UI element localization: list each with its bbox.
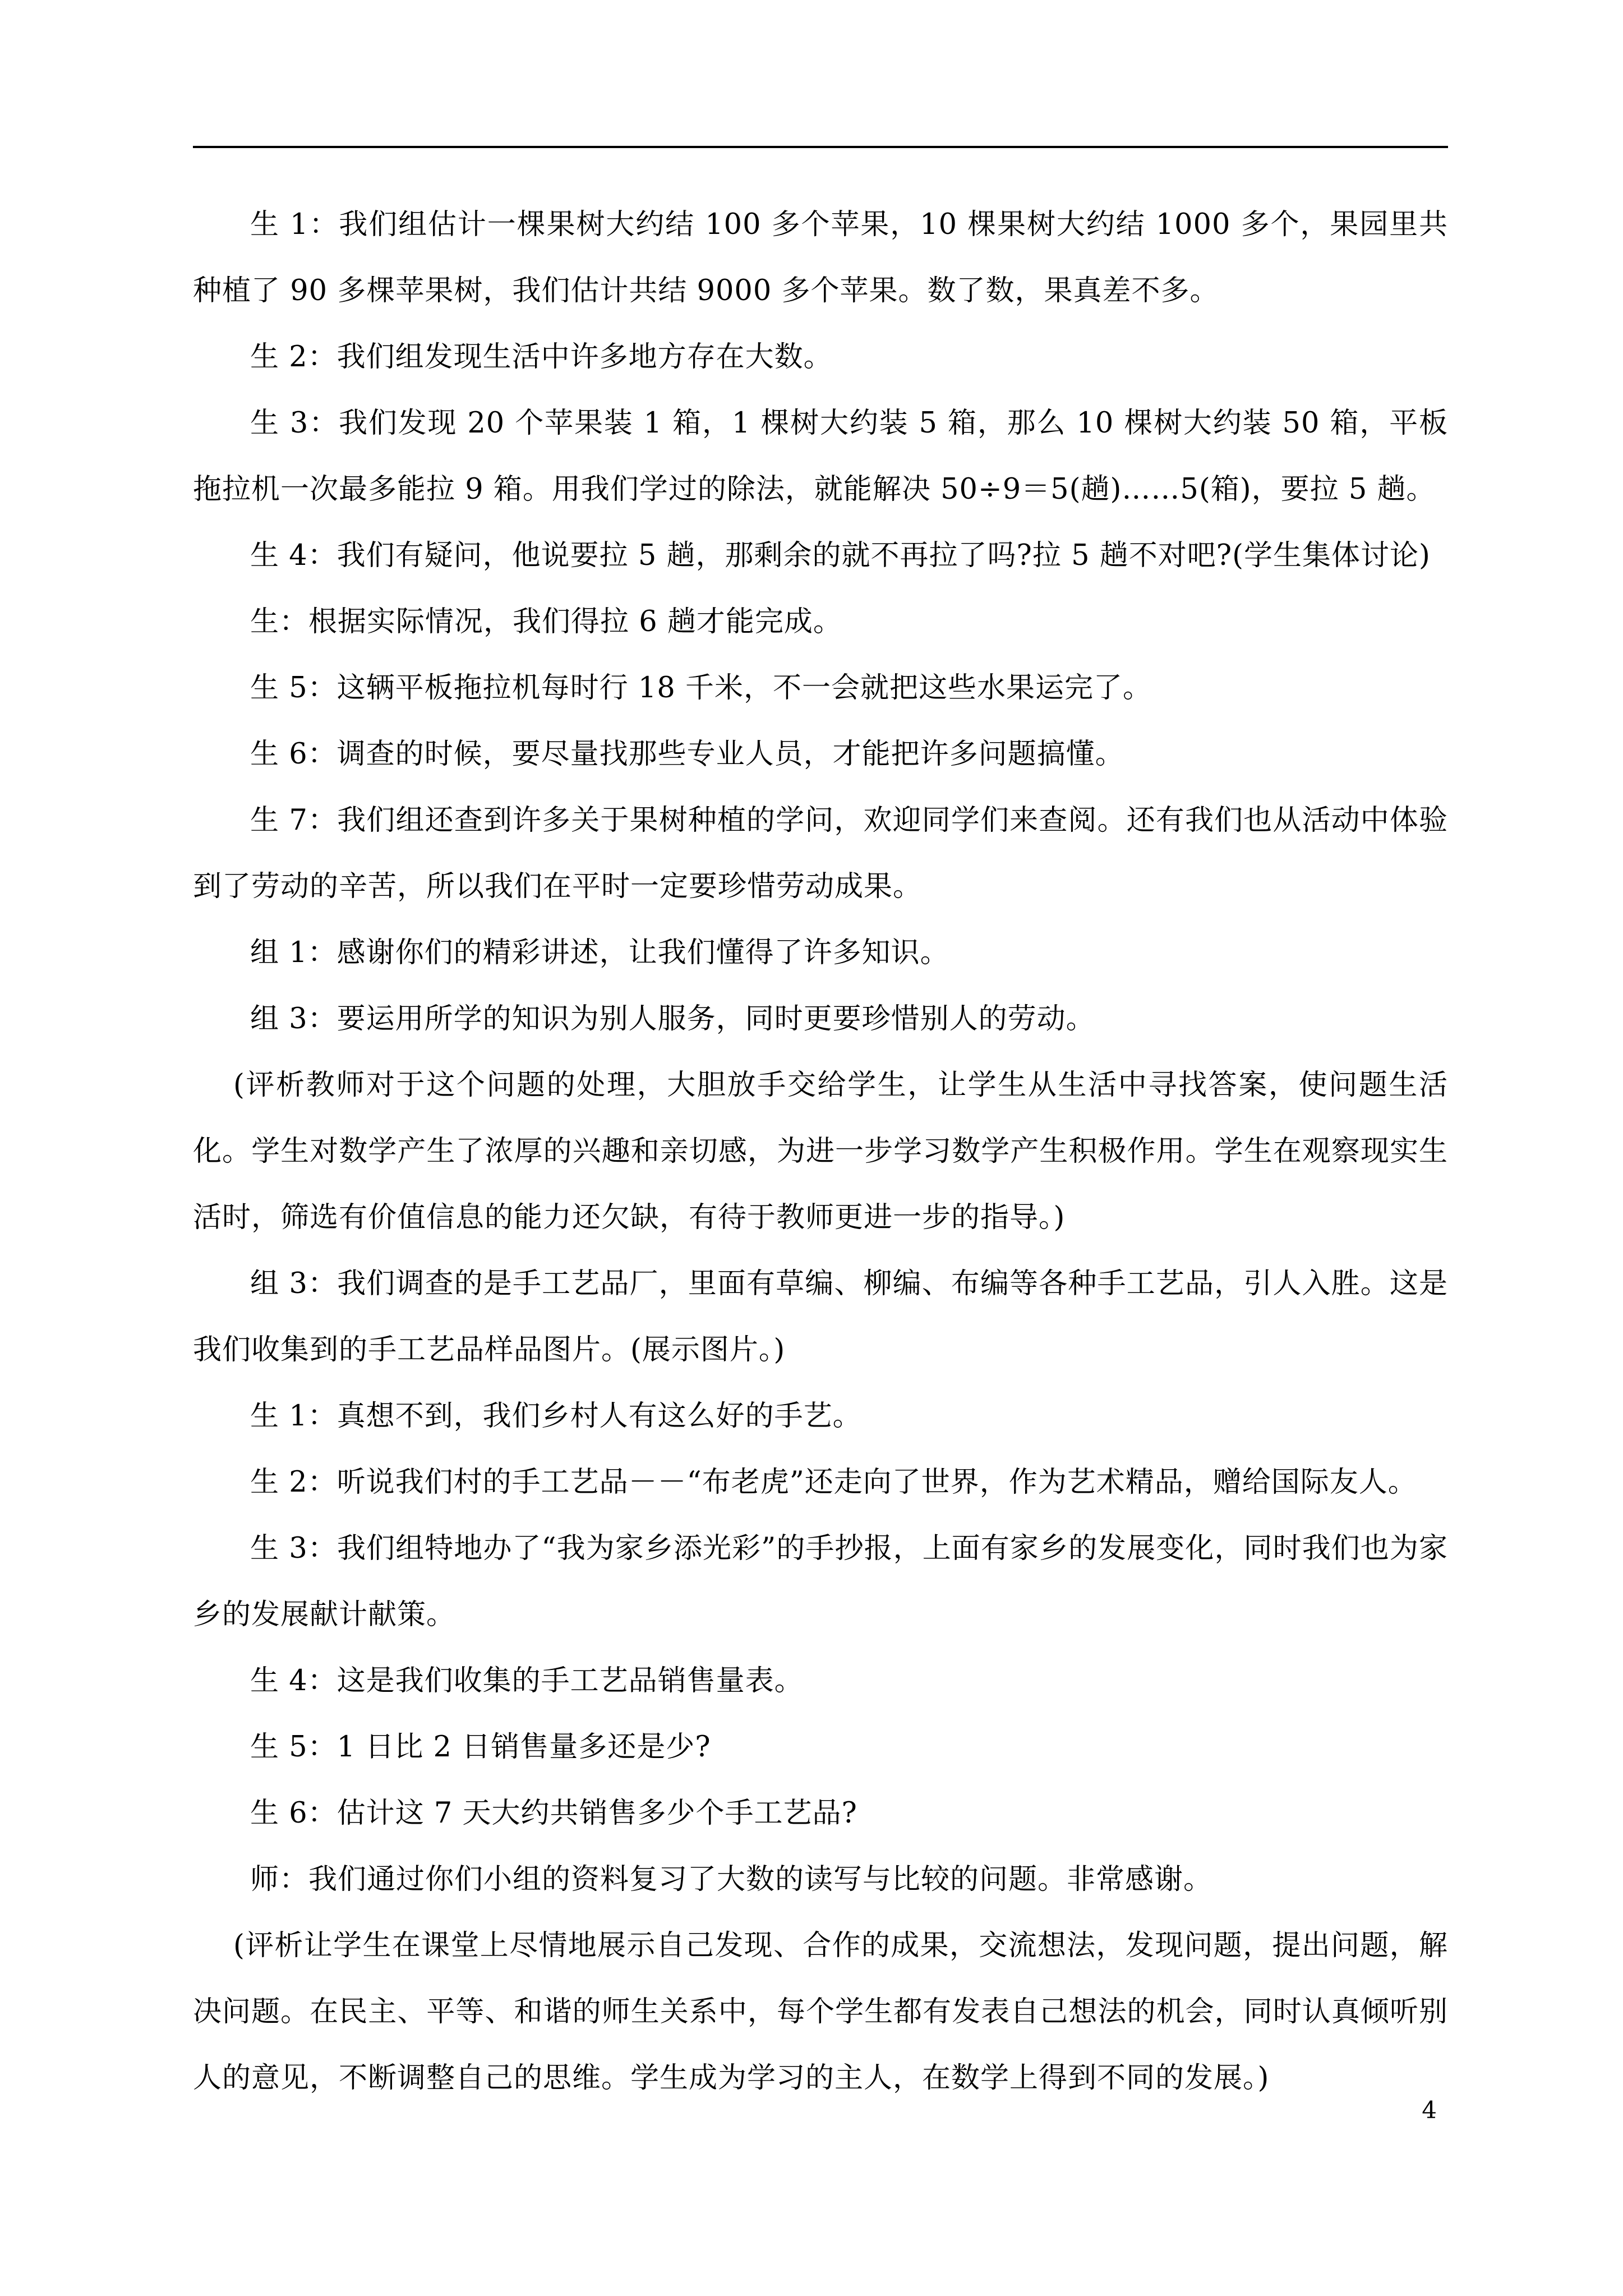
paragraph: 生 2：我们组发现生活中许多地方存在大数。 (250, 341, 833, 374)
paragraph: 生 3：我们组特地办了“我为家乡添光彩”的手抄报，上面有家乡的发展变化，同时我们也为家乡的发展献计献策。 (193, 1532, 1448, 1631)
commentary-paragraph: (评析让学生在课堂上尽情地展示自己发现、合作的成果，交流想法，发现问题，提出问题，解决问题。在民主、平等、和谐的师生关系中，每个学生都有发表自己想法的机会，同时认真倾听别人的意见，不断调整自己的思维。学生成为学习的主人，在数学上得到不同的发展。) (193, 1929, 1448, 2095)
page-number: 4 (1422, 2096, 1437, 2124)
paragraph: 生 4：我们有疑问，他说要拉 5 趟，那剩余的就不再拉了吗?拉 5 趟不对吧?(学生集体讨论) (250, 539, 1431, 572)
paragraph: 生 7：我们组还查到许多关于果树种植的学问，欢迎同学们来查阅。还有我们也从活动中体验到了劳动的辛苦，所以我们在平时一定要珍惜劳动成果。 (193, 804, 1448, 903)
commentary-paragraph: (评析教师对于这个问题的处理，大胆放手交给学生，让学生从生活中寻找答案，使问题生活化。学生对数学产生了浓厚的兴趣和亲切感，为进一步学习数学产生积极作用。学生在观察现实生活时，筛选有价值信息的能力还欠缺，有待于教师更进一步的指导。) (193, 1069, 1448, 1234)
paragraph: 组 3：要运用所学的知识为别人服务，同时更要珍惜别人的劳动。 (250, 1002, 1095, 1036)
paragraph: 生 3：我们发现 20 个苹果装 1 箱，1 棵树大约装 5 箱，那么 10 棵树大约装 50 箱，平板拖拉机一次最多能拉 9 箱。用我们学过的除法，就能解决 50÷9＝5(趟)……5(箱)，要拉 5 趟。 (193, 407, 1448, 506)
paragraph: 生 2：听说我们村的手工艺品－－“布老虎”还走向了世界，作为艺术精品，赠给国际友人。 (250, 1466, 1417, 1499)
paragraph: 生 6：调查的时候，要尽量找那些专业人员，才能把许多问题搞懂。 (250, 738, 1124, 771)
paragraph: 生 1：真想不到，我们乡村人有这么好的手艺。 (250, 1400, 862, 1433)
paragraph: 生：根据实际情况，我们得拉 6 趟才能完成。 (250, 605, 842, 638)
document-body (193, 192, 1448, 2111)
paragraph: 生 5：这辆平板拖拉机每时行 18 千米，不一会就把这些水果运完了。 (250, 671, 1152, 705)
paragraph: 组 1：感谢你们的精彩讲述，让我们懂得了许多知识。 (250, 936, 949, 969)
paragraph: 生 5：1 日比 2 日销售量多还是少? (250, 1731, 711, 1764)
header-rule (193, 146, 1448, 148)
paragraph: 生 6：估计这 7 天大约共销售多少个手工艺品? (250, 1797, 857, 1830)
paragraph: 生 1：我们组估计一棵果树大约结 100 多个苹果，10 棵果树大约结 1000 多个，果园里共种植了 90 多棵苹果树，我们估计共结 9000 多个苹果。数了数，果真差不多。 (193, 208, 1448, 307)
paragraph: 组 3：我们调查的是手工艺品厂，里面有草编、柳编、布编等各种手工艺品，引人入胜。这是我们收集到的手工艺品样品图片。(展示图片。) (193, 1267, 1448, 1366)
paragraph: 师：我们通过你们小组的资料复习了大数的读写与比较的问题。非常感谢。 (250, 1863, 1213, 1896)
paragraph: 生 4：这是我们收集的手工艺品销售量表。 (250, 1664, 804, 1697)
